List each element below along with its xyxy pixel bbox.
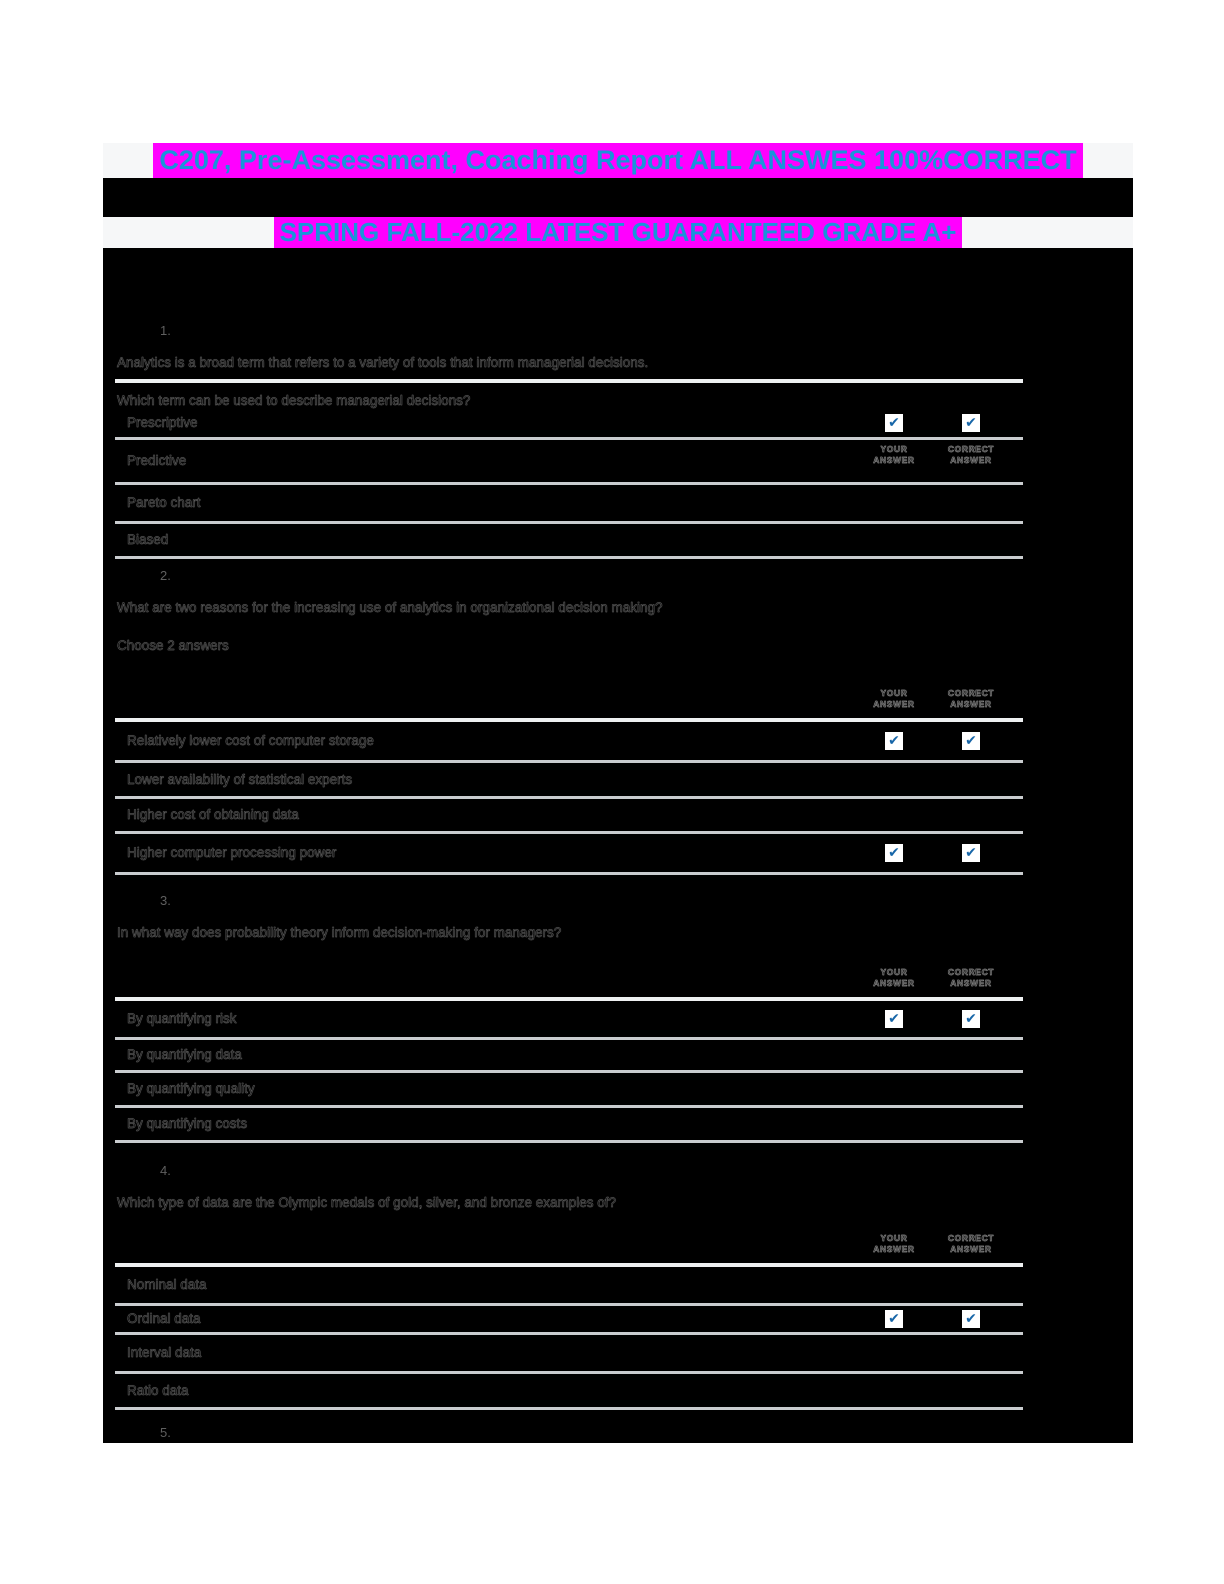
question-number: 5. bbox=[160, 1425, 171, 1440]
question-1 bbox=[103, 323, 1133, 559]
checkmark-icon: ✔ bbox=[888, 733, 900, 749]
question-4 bbox=[103, 1163, 1133, 1410]
option-label: Interval data bbox=[127, 1345, 202, 1360]
checkmark-icon: ✔ bbox=[888, 1311, 900, 1327]
divider bbox=[115, 556, 1023, 559]
checkmark-icon: ✔ bbox=[965, 1011, 977, 1027]
option-row bbox=[103, 763, 1133, 796]
option-label: Ordinal data bbox=[127, 1311, 201, 1326]
correct-answer-checkbox[interactable] bbox=[962, 732, 980, 750]
question-prompt: What are two reasons for the increasing use of analytics in organizational decision making? bbox=[117, 600, 663, 615]
option-row bbox=[103, 1267, 1133, 1303]
checkmark-icon: ✔ bbox=[965, 415, 977, 431]
your-answer-header: YOUR ANSWER bbox=[873, 444, 915, 465]
option-label: Prescriptive bbox=[127, 415, 198, 430]
option-row bbox=[103, 1073, 1133, 1105]
option-label: Lower availability of statistical experts bbox=[127, 771, 353, 787]
divider bbox=[115, 379, 1023, 383]
divider bbox=[115, 1140, 1023, 1143]
checkmark-icon: ✔ bbox=[888, 415, 900, 431]
your-answer-checkbox[interactable] bbox=[885, 1010, 903, 1028]
option-label: Biased bbox=[127, 532, 169, 547]
checkmark-icon: ✔ bbox=[888, 845, 900, 861]
question-3 bbox=[103, 893, 1133, 1143]
question-intro: Analytics is a broad term that refers to a variety of tools that inform managerial decisions. bbox=[117, 355, 649, 370]
option-row bbox=[103, 409, 1133, 437]
your-answer-checkbox[interactable] bbox=[885, 732, 903, 750]
option-label: By quantifying data bbox=[127, 1047, 242, 1062]
question-number: 2. bbox=[160, 568, 171, 583]
option-row bbox=[103, 1335, 1133, 1371]
checkmark-icon: ✔ bbox=[888, 1011, 900, 1027]
option-row bbox=[103, 1040, 1133, 1070]
question-number: 3. bbox=[160, 893, 171, 908]
question-prompt: Which term can be used to describe managerial decisions? bbox=[117, 393, 471, 408]
correct-answer-header: CORRECT ANSWER bbox=[947, 444, 995, 465]
subtitle-banner-row bbox=[103, 217, 1133, 248]
checkmark-icon: ✔ bbox=[965, 1311, 977, 1327]
question-number: 4. bbox=[160, 1163, 171, 1178]
option-row bbox=[103, 1001, 1133, 1037]
your-answer-header: YOUR ANSWER bbox=[873, 1233, 915, 1254]
answer-columns-header bbox=[103, 941, 1133, 997]
question-2 bbox=[103, 568, 1133, 875]
question-note: Choose 2 answers bbox=[117, 638, 229, 653]
your-answer-header: YOUR ANSWER bbox=[873, 967, 915, 988]
divider bbox=[115, 1407, 1023, 1410]
answer-columns-header bbox=[103, 654, 1133, 718]
option-row bbox=[103, 524, 1133, 556]
your-answer-header: YOUR ANSWER bbox=[873, 688, 915, 709]
option-label: Ratio data bbox=[127, 1382, 189, 1398]
page-subtitle: SPRING FALL-2022 LATEST GUARANTEED GRADE A+ bbox=[274, 217, 963, 248]
question-5 bbox=[103, 1425, 1133, 1441]
content-block bbox=[103, 143, 1133, 1443]
option-row bbox=[103, 834, 1133, 872]
correct-answer-checkbox[interactable] bbox=[962, 1310, 980, 1328]
option-row bbox=[103, 722, 1133, 760]
option-row bbox=[103, 1306, 1133, 1332]
option-label: Predictive bbox=[127, 453, 187, 468]
divider bbox=[115, 872, 1023, 875]
title-banner-row bbox=[103, 143, 1133, 178]
option-label: Pareto chart bbox=[127, 495, 201, 510]
option-label: By quantifying quality bbox=[127, 1081, 255, 1096]
option-label: By quantifying risk bbox=[127, 1011, 237, 1026]
correct-answer-checkbox[interactable] bbox=[962, 844, 980, 862]
option-label: Relatively lower cost of computer storage bbox=[127, 733, 374, 748]
option-label: Higher computer processing power bbox=[127, 845, 337, 860]
page-title: C207, Pre-Assessment, Coaching Report ALL ANSWES 100%CORRECT bbox=[153, 143, 1082, 178]
correct-answer-header: CORRECT ANSWER bbox=[947, 1233, 995, 1254]
question-prompt: In what way does probability theory inform decision-making for managers? bbox=[117, 925, 562, 940]
answer-columns-header bbox=[103, 1211, 1133, 1263]
question-number: 1. bbox=[160, 323, 171, 338]
checkmark-icon: ✔ bbox=[965, 845, 977, 861]
option-label: By quantifying costs bbox=[127, 1116, 248, 1131]
option-row bbox=[103, 1108, 1133, 1140]
banner-gap bbox=[103, 178, 1133, 217]
option-row bbox=[103, 485, 1133, 521]
your-answer-checkbox[interactable] bbox=[885, 1310, 903, 1328]
option-label: Nominal data bbox=[127, 1277, 207, 1292]
checkmark-icon: ✔ bbox=[965, 733, 977, 749]
option-row bbox=[103, 440, 1133, 482]
option-row bbox=[103, 1374, 1133, 1407]
correct-answer-checkbox[interactable] bbox=[962, 414, 980, 432]
option-label: Higher cost of obtaining data bbox=[127, 807, 299, 822]
option-row bbox=[103, 799, 1133, 831]
your-answer-checkbox[interactable] bbox=[885, 844, 903, 862]
correct-answer-header: CORRECT ANSWER bbox=[947, 688, 995, 709]
question-prompt: Which type of data are the Olympic medals of gold, silver, and bronze examples of? bbox=[117, 1195, 617, 1210]
your-answer-checkbox[interactable] bbox=[885, 414, 903, 432]
correct-answer-checkbox[interactable] bbox=[962, 1010, 980, 1028]
correct-answer-header: CORRECT ANSWER bbox=[947, 967, 995, 988]
